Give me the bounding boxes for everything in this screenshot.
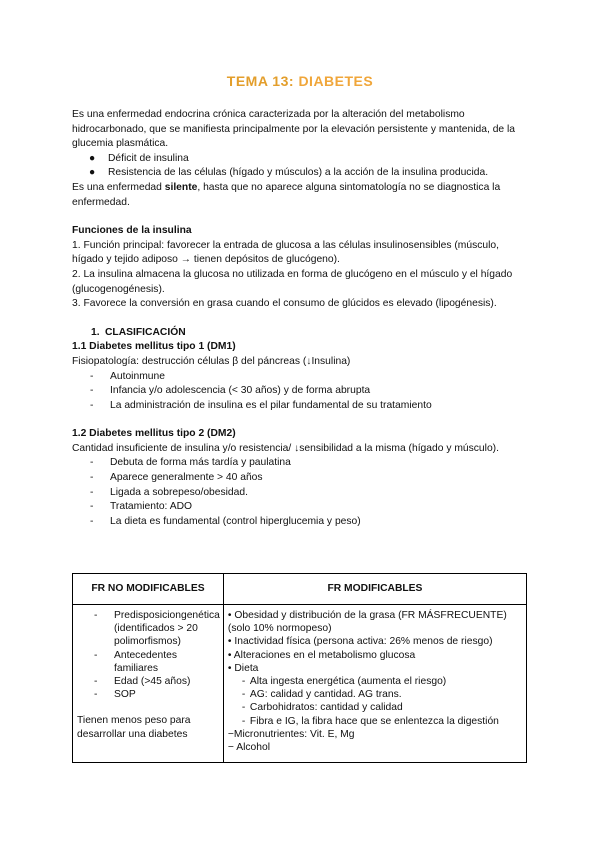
modificables-cell (223, 605, 526, 763)
no-modificables-cell (73, 605, 224, 763)
dieta-item: - Alta ingesta energética (aumenta el riesgo) (241, 676, 447, 688)
intro-bullet: ● Resistencia de las células (hígado y músculos) a la acción de la insulina producida. (72, 166, 532, 181)
col-modificables-header: FR MODIFICABLES (223, 574, 526, 605)
dm2-item: - La dieta es fundamental (control hiperglucemia y peso) (90, 515, 361, 527)
funciones-item: 3. Favorece la conversión en grasa cuando el consumo de glúcidos es elevado (lipogénesis). (72, 298, 497, 310)
table-row (73, 605, 527, 763)
dm1-item: - Autoinmune (90, 370, 165, 382)
silent-paragraph: Es una enfermedad silente, hasta que no aparece alguna sintomatología no se diagnostica la enfermedad. (72, 181, 501, 208)
dm1-item: - Infancia y/o adolescencia (< 30 años) y de forma abrupta (90, 385, 371, 397)
intro-bullet: ● Déficit de insulina (72, 152, 532, 167)
dm1-item: - La administración de insulina es el pilar fundamental de su tratamiento (90, 399, 432, 411)
document-body (72, 108, 532, 529)
list-item: - Predisposiciongenética (identificados > 20 polimorfismos) (94, 610, 220, 648)
funciones-heading: Funciones de la insulina (72, 225, 192, 237)
bullet-icon: ● (89, 152, 96, 164)
list-item: • Alteraciones en el metabolismo glucosa (227, 649, 416, 661)
list-item: - Antecedentes familiares (94, 649, 177, 674)
clasificacion-heading: 1. CLASIFICACIÓN (91, 326, 186, 338)
funciones-item: 2. La insulina almacena la glucosa no utilizada en forma de glucógeno en el músculo y el hígado (glucogenogénesis). (72, 268, 513, 295)
dm1-text: Fisiopatología: destrucción células β del páncreas (↓Insulina) (72, 355, 351, 367)
list-item: − Alcohol (227, 742, 270, 754)
no-modificables-note: Tienen menos peso para desarrollar una diabetes (77, 715, 191, 740)
dieta-item: - Fibra e IG, la fibra hace que se enlentezca la digestión (241, 715, 499, 727)
dm2-item: - Aparece generalmente > 40 años (90, 472, 263, 484)
dm2-item: - Debuta de forma más tardía y paulatina (90, 457, 291, 469)
bullet-icon: ● (89, 167, 96, 179)
table-header-row (73, 574, 527, 605)
dm2-item: - Ligada a sobrepeso/obesidad. (90, 486, 248, 498)
dm2-item: - Tratamiento: ADO (90, 501, 193, 513)
page-title (0, 73, 600, 89)
dm1-heading: 1.1 Diabetes mellitus tipo 1 (DM1) (72, 341, 236, 353)
title-main: DIABETES (298, 73, 374, 89)
dm2-text: Cantidad insuficiente de insulina y/o resistencia/ ↓sensibilidad a la misma (hígado y músculo). (72, 442, 499, 454)
list-item: −Micronutrientes: Vit. E, Mg (227, 728, 355, 740)
list-item: • Dieta (227, 662, 259, 674)
title-prefix: TEMA 13: (226, 73, 295, 89)
col-no-modificables-header: FR NO MODIFICABLES (73, 574, 224, 605)
list-item: • Obesidad y distribución de la grasa (FR MÁSFRECUENTE) (solo 10% normopeso) (227, 610, 507, 635)
dieta-item: - AG: calidad y cantidad. AG trans. (241, 689, 402, 701)
dieta-item: - Carbohidratos: cantidad y calidad (241, 702, 403, 714)
dm2-heading: 1.2 Diabetes mellitus tipo 2 (DM2) (72, 428, 236, 440)
list-item: - Edad (>45 años) (94, 676, 191, 688)
intro-paragraph: Es una enfermedad endocrina crónica caracterizada por la alteración del metabolismo hidrocarbonado, que se manifiesta principalmente por la elevación persistente y mantenida, de la glucemia plasmática. (72, 109, 516, 150)
risk-factors-table (72, 573, 527, 763)
list-item: - SOP (94, 689, 136, 701)
funciones-item: 1. Función principal: favorecer la entrada de glucosa a las células insulinosensibles (músculo, hígado y tejido adiposo → tienen depósitos de glucógeno). (72, 239, 499, 266)
list-item: • Inactividad física (persona activa: 26% menos de riesgo) (227, 636, 493, 648)
